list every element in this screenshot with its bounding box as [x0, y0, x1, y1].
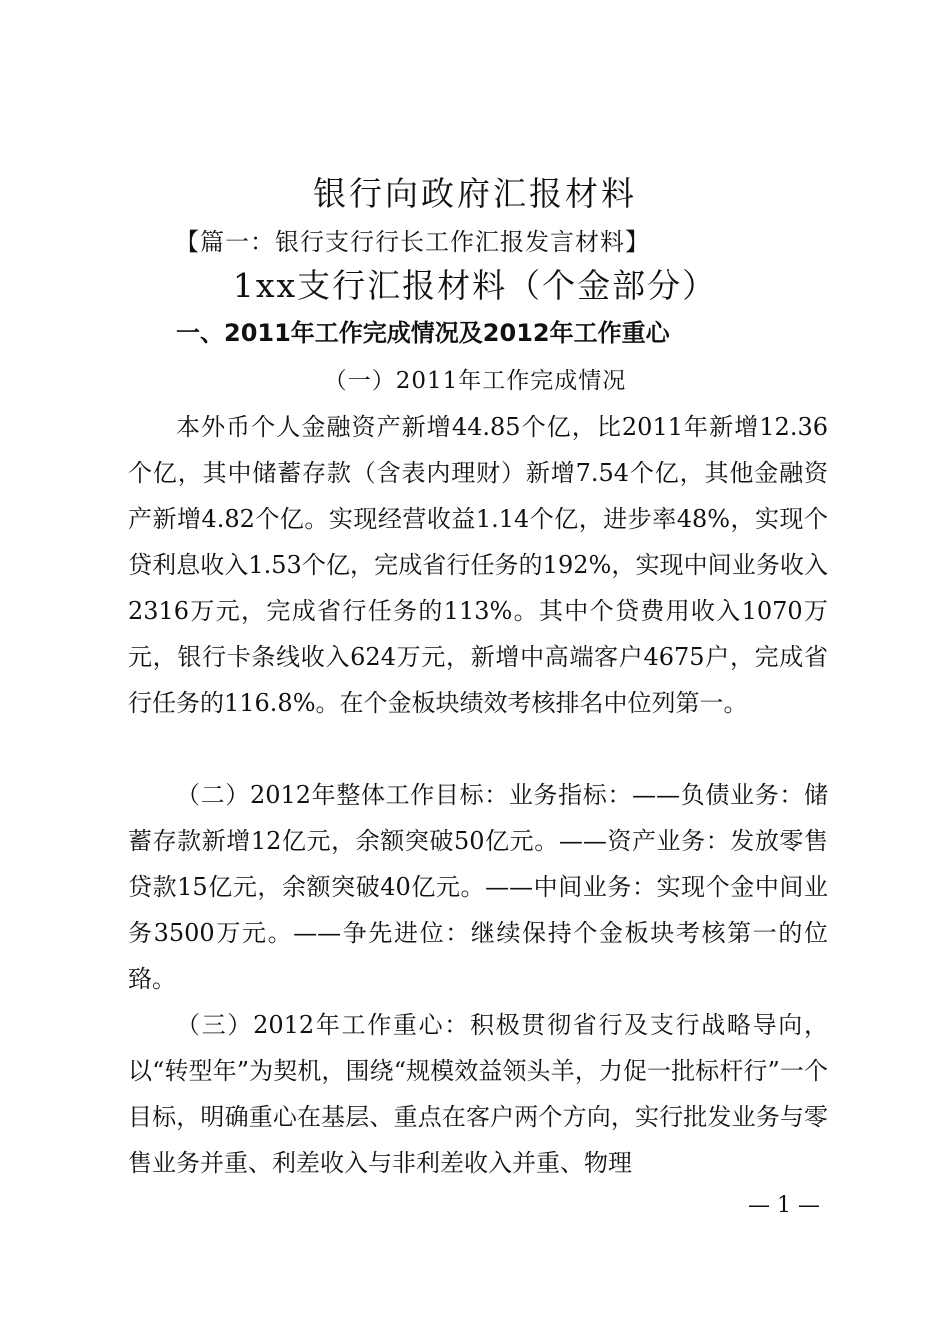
subsection-heading: （一）2011年工作完成情况 [323, 368, 627, 394]
page-title: 银行向政府汇报材料 [313, 174, 637, 213]
paragraph-2011-results: 本外币个人金融资产新增44.85个亿，比2011年新增12.36个亿，其中储蓄存款（含表内理财）新增7.54个亿，其他金融资产新增4.82个亿。实现经营收益1.14个亿，进步率48%，实现个贷利息收入1.53个亿，完成省行任务的192%，实现中间业务收入2316万元，完成省行任务的113%。其中个贷费用收入1070万元，银行卡条线收入624万元，新增中高端客户4675户，完成省行任务的116.8%。在个金板块绩效考核排名中位列第一。 [128, 413, 828, 717]
article-subheading: 【篇一：银行支行行长工作汇报发言材料】 [175, 228, 650, 256]
report-title: 1xx支行汇报材料（个金部分） [232, 266, 718, 305]
page-number: — 1 — [748, 1193, 820, 1218]
section-heading: 一、2011年工作完成情况及2012年工作重心 [176, 319, 670, 347]
paragraph-2012-focus: （三）2012年工作重心：积极贯彻省行及支行战略导向，以“转型年”为契机，围绕“规模效益领头羊，力促一批标杆行”一个目标，明确重心在基层、重点在客户两个方向，实行批发业务与零售业务并重、利差收入与非利差收入并重、物理 [128, 1011, 828, 1177]
paragraph-2012-targets: （二）2012年整体工作目标：业务指标：——负债业务：储蓄存款新增12亿元，余额突破50亿元。——资产业务：发放零售贷款15亿元，余额突破40亿元。——中间业务：实现个金中间业务3500万元。——争先进位：继续保持个金板块考核第一的位臵。 [128, 781, 828, 993]
